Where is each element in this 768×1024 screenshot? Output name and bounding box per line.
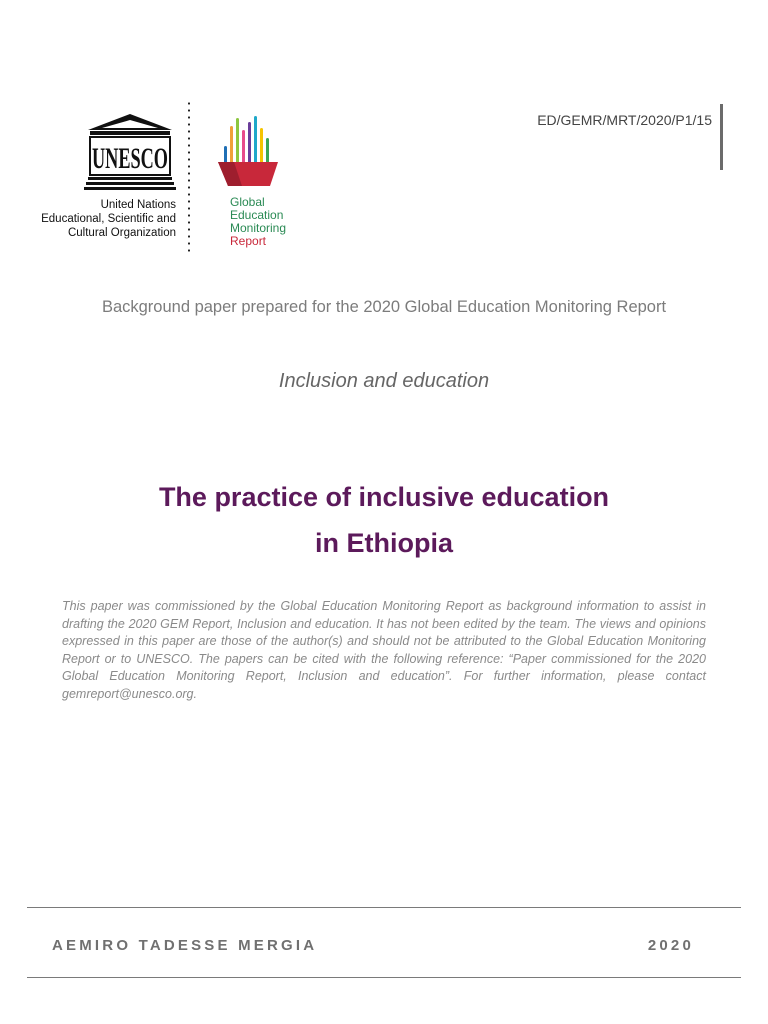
footer-rule-bottom bbox=[27, 977, 741, 978]
gem-word-monitoring: Monitoring bbox=[230, 221, 287, 235]
unesco-logo bbox=[82, 112, 178, 190]
author-name: AEMIRO TADESSE MERGIA bbox=[52, 937, 318, 954]
background-paper-line: Background paper prepared for the 2020 Global Education Monitoring Report bbox=[101, 298, 667, 316]
reference-bar bbox=[720, 104, 723, 170]
footer-rule-top bbox=[27, 907, 741, 908]
gem-report-logo bbox=[214, 112, 284, 190]
disclaimer-text: This paper was commissioned by the Global Education Monitoring Report as background information to assist in drafting the 2020 GEM Report, Inclusion and education. It has not been edited by the team. The views and opinions expressed in this paper are those of the author(s) and should not be attributed to the Global Education Monitoring Report or to UNESCO. The papers can be cited with the following reference: “Paper commissioned for the 2020 Global Education Monitoring Report, Inclusion and education”. For further information, please contact gemreport@unesco.org. bbox=[62, 599, 706, 701]
report-theme: Inclusion and education bbox=[278, 370, 490, 392]
gem-report-wordmark bbox=[230, 196, 286, 248]
unesco-org-line3: Cultural Organization bbox=[67, 227, 176, 239]
paper-title-line1: The practice of inclusive education bbox=[158, 482, 610, 512]
publication-year: 2020 bbox=[647, 937, 694, 954]
unesco-org-name bbox=[20, 198, 176, 240]
paper-title bbox=[0, 474, 768, 566]
gem-word-education: Education bbox=[230, 208, 284, 222]
reference-code: ED/GEMR/MRT/2020/P1/15 bbox=[537, 112, 712, 128]
gem-word-report: Report bbox=[230, 234, 267, 248]
logo-divider bbox=[188, 100, 190, 252]
paper-title-line2: in Ethiopia bbox=[315, 528, 453, 558]
gem-word-global: Global bbox=[230, 195, 265, 209]
unesco-logo-text: UNESCO bbox=[92, 142, 168, 175]
unesco-org-line1: United Nations bbox=[100, 199, 176, 211]
unesco-org-line2: Educational, Scientific and bbox=[41, 213, 176, 225]
